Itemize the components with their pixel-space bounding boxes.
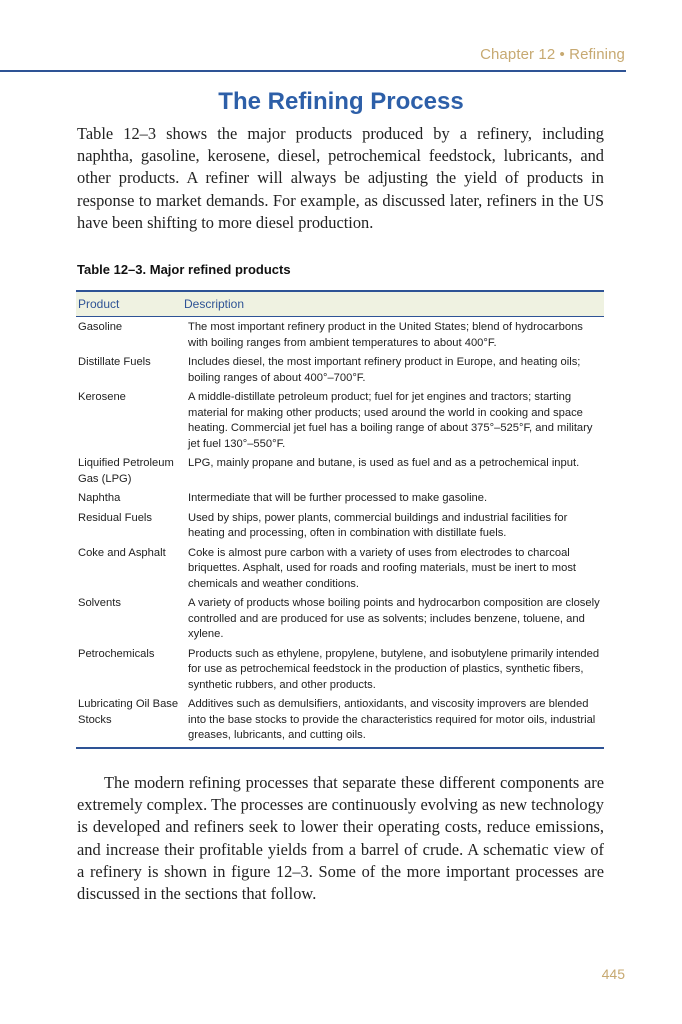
- header-rule: [0, 70, 626, 72]
- page-number: 445: [601, 966, 625, 982]
- header-product: Product: [78, 297, 120, 311]
- closing-paragraph: The modern refining processes that separate these different components are extremely complex. The processes are continuously evolving as new technology is developed and refiners seek to lower their operating costs, reduce emissions, and increase their profitable yields from a barrel of crude. A schematic view of a refinery is shown in figure 12–3. Some of the more important processes are discussed in the sections that follow.: [77, 773, 604, 904]
- description-cell: Products such as ethylene, propylene, butylene, and isobutylene primarily intended for use as petrochemical feedstock in the production of plastics, synthetic fibers, synthetic rubbers, and other products.: [188, 647, 600, 691]
- table-row: [76, 546, 604, 593]
- product-cell: Distillate Fuels: [78, 355, 151, 368]
- description-cell: Coke is almost pure carbon with a variety of uses from electrodes to charcoal briquettes. Asphalt, used for roads and roofing materials, must be inert to most chemicals and weather conditions.: [188, 546, 577, 590]
- table-row: [76, 390, 604, 452]
- product-cell: Liquified Petroleum Gas (LPG): [78, 457, 174, 485]
- description-cell: Additives such as demulsifiers, antioxidants, and viscosity improvers are blended into the base stocks to provide the characteristics required for motor oils, industrial greases, lubricants, and cutting oils.: [188, 698, 596, 742]
- product-cell: Gasoline: [78, 321, 123, 333]
- table-row: [76, 320, 604, 351]
- table-row: [76, 491, 604, 507]
- table-row: [76, 511, 604, 542]
- description-cell: LPG, mainly propane and butane, is used as fuel and as a petrochemical input.: [188, 457, 580, 470]
- table-row: [76, 647, 604, 694]
- description-cell: The most important refinery product in the United States; blend of hydrocarbons with boiling ranges from ambient temperatures to about 400°F.: [188, 321, 583, 349]
- intro-paragraph: Table 12–3 shows the major products produced by a refinery, including naphtha, gasoline, kerosene, diesel, petrochemical feedstock, lubricants, and other products. A refiner will always be adjusting the yield of products in response to market demands. For example, as discussed later, refiners in the US have been shifting to more diesel production.: [77, 124, 604, 232]
- description-cell: A variety of products whose boiling points and hydrocarbon composition are closely controlled and are produced for use as solvents; includes benzene, toluene, and xylene.: [188, 597, 600, 641]
- product-cell: Coke and Asphalt: [78, 546, 166, 559]
- running-head: Chapter 12 • Refining: [480, 46, 625, 63]
- section-title: The Refining Process: [218, 88, 464, 115]
- product-cell: Petrochemicals: [78, 647, 155, 660]
- product-cell: Kerosene: [78, 390, 126, 403]
- product-cell: Solvents: [78, 597, 121, 610]
- product-cell: Lubricating Oil Base Stocks: [78, 698, 179, 726]
- description-cell: Includes diesel, the most important refinery product in Europe, and heating oils; boiling ranges of about 400°–700°F.: [188, 355, 581, 384]
- description-cell: A middle-distillate petroleum product; fuel for jet engines and tractors; starting material for making other products; used around the world in cooking and space heating. Commercial jet fuel has a boiling range of about 375°–525°F, and military jet fuel 130°–550°F.: [188, 390, 593, 450]
- table-caption: Table 12–3. Major refined products: [77, 262, 291, 277]
- table-row: [76, 456, 604, 487]
- header-description: Description: [184, 297, 245, 311]
- product-cell: Residual Fuels: [78, 511, 152, 524]
- table-row: [76, 697, 604, 744]
- description-cell: Used by ships, power plants, commercial buildings and industrial facilities for heating and processing, often in combination with distillate fuels.: [188, 511, 568, 540]
- table-header-row: [76, 292, 604, 317]
- table-body: [76, 317, 604, 747]
- products-table: [76, 290, 604, 749]
- table-row: [76, 355, 604, 386]
- product-cell: Naphtha: [78, 492, 121, 505]
- description-cell: Intermediate that will be further processed to make gasoline.: [188, 492, 488, 505]
- table-row: [76, 596, 604, 643]
